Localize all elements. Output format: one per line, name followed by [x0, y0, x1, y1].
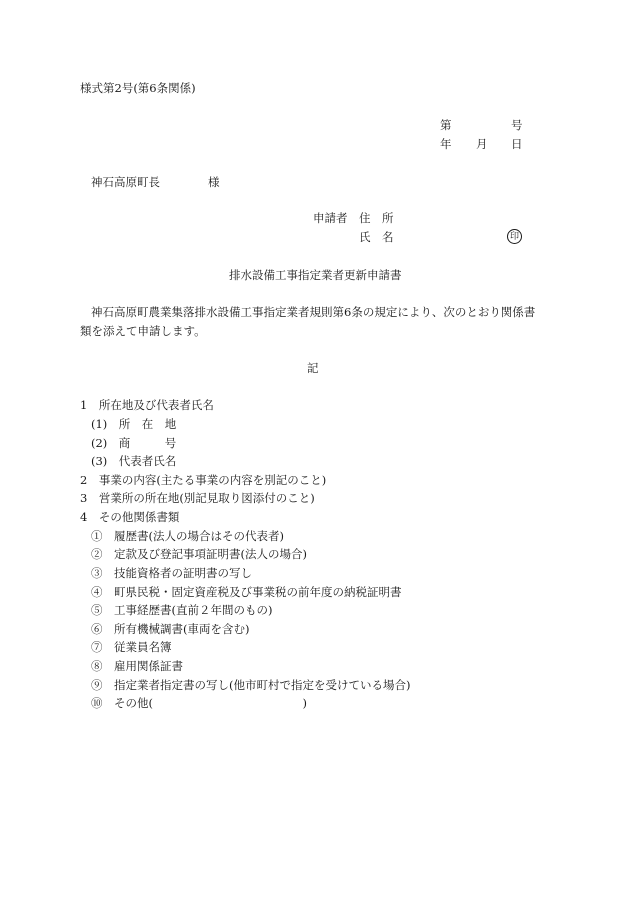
body-line-2: 類を添えて申請します。 — [80, 324, 206, 338]
seal-mark: 印 — [507, 229, 522, 244]
item-4-sub-3: ③ 技能資格者の証明書の写し — [91, 566, 252, 580]
applicant-name-label: 氏 名 — [359, 230, 394, 244]
item-4-sub-2: ② 定款及び登記事項証明書(法人の場合) — [91, 547, 307, 561]
item-4-sub-7: ⑦ 従業員名簿 — [91, 640, 172, 654]
item-4-sub-1: ① 履歴書(法人の場合はその代表者) — [91, 529, 284, 543]
item-4-sub-5: ⑤ 工事経歴書(直前２年間のもの) — [91, 603, 273, 617]
number-dai: 第 — [440, 118, 452, 132]
addressee-honorific: 様 — [208, 175, 220, 189]
body-line-1: 神石高原町農業集落排水設備工事指定業者規則第6条の規定により、次のとおり関係書 — [91, 305, 536, 319]
ki-heading: 記 — [307, 361, 319, 375]
item-1-1: (1) 所 在 地 — [91, 417, 177, 431]
item-1-2: (2) 商 号 — [91, 436, 177, 450]
item-3: 3 営業所の所在地(別記見取り図添付のこと) — [80, 491, 315, 505]
item-1: 1 所在地及び代表者氏名 — [80, 398, 214, 412]
item-4-sub-8: ⑧ 雇用関係証書 — [91, 659, 183, 673]
addressee-name: 神石高原町長 — [91, 175, 160, 189]
number-go: 号 — [511, 118, 523, 132]
item-4: 4 その他関係書類 — [80, 510, 180, 524]
item-1-3: (3) 代表者氏名 — [91, 454, 177, 468]
document-title: 排水設備工事指定業者更新申請書 — [229, 268, 402, 282]
item-4-sub-6: ⑥ 所有機械調書(車両を含む) — [91, 622, 250, 636]
item-4-sub-9: ⑨ 指定業者指定書の写し(他市町村で指定を受けている場合) — [91, 678, 411, 692]
date-year: 年 — [440, 137, 452, 151]
date-day: 日 — [511, 137, 523, 151]
item-4-sub-10: ⑩ その他( ) — [91, 696, 307, 710]
applicant-address-label: 住 所 — [359, 211, 394, 225]
applicant-label: 申請者 — [313, 211, 348, 225]
item-2: 2 事業の内容(主たる事業の内容を別記のこと) — [80, 473, 327, 487]
form-number: 様式第2号(第6条関係) — [80, 81, 196, 95]
date-month: 月 — [476, 137, 488, 151]
item-4-sub-4: ④ 町県民税・固定資産税及び事業税の前年度の納税証明書 — [91, 585, 402, 599]
